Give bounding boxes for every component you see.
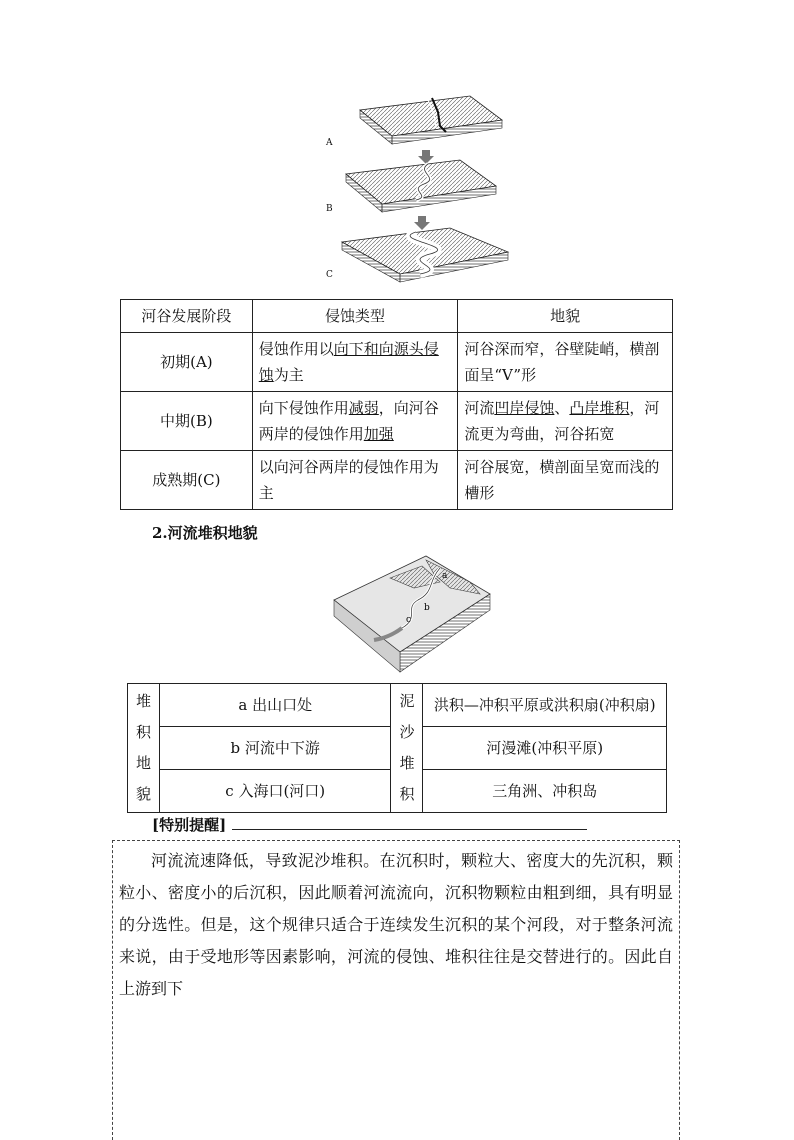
- text-segment: ，河流更为弯曲，河谷拓宽: [464, 399, 660, 443]
- landform-cell: [458, 392, 673, 451]
- block-c: [342, 228, 508, 282]
- table-row: [121, 451, 673, 510]
- block-b: [346, 160, 496, 212]
- landform-cell: [458, 451, 673, 510]
- valley-stage-table: [120, 299, 673, 510]
- tip-text: 河流流速降低，导致泥沙堆积。在沉积时，颗粒大、密度大的先沉积，颗粒小、密度小的后沉积，因此顺着河流流向，沉积物颗粒由粗到细，具有明显的分选性。但是，这个规律只适合于连续发生沉积的某个河段，对于整条河流来说，由于受地形等因素影响，河流的侵蚀、堆积往往是交替进行的。因此自上游到下: [119, 851, 673, 998]
- text-segment: 以向河谷两岸的侵蚀作用为主: [258, 458, 439, 502]
- right-vertical-label: 泥 沙 堆 积: [391, 684, 423, 813]
- table-row: [121, 392, 673, 451]
- erosion-cell: [252, 392, 458, 451]
- erosion-cell: [252, 333, 458, 392]
- text-segment: 河流: [464, 399, 495, 417]
- table-row: [128, 684, 667, 727]
- figure-label-c: C: [326, 270, 333, 280]
- table-header-cell: 河谷发展阶段: [121, 300, 253, 333]
- deposition-table: [127, 683, 667, 813]
- text-segment: 为主: [273, 366, 304, 384]
- figure2-label-a: a: [442, 571, 448, 581]
- place-cell: b 河流中下游: [159, 727, 391, 770]
- tip-box: [112, 840, 680, 1140]
- section-heading: 2.河流堆积地貌: [152, 524, 258, 542]
- left-vertical-label: 堆 积 地 貌: [128, 684, 160, 813]
- figure-label-a: A: [326, 138, 333, 148]
- text-segment: 河谷展宽，横剖面呈宽而浅的槽形: [464, 458, 660, 502]
- table-header-row: [121, 300, 673, 333]
- figure2-label-b: b: [424, 603, 430, 613]
- underlined-text: 向下和向源头侵蚀: [258, 340, 439, 384]
- result-cell: 洪积—冲积平原或洪积扇(冲积扇): [423, 684, 667, 727]
- text-segment: ，向河谷两岸的侵蚀作用: [258, 399, 439, 443]
- underlined-text: 减弱: [348, 399, 379, 417]
- stage-cell: 初期(A): [121, 333, 253, 392]
- figure2-label-c: c: [406, 615, 412, 625]
- fluvial-deposition-illustration: [330, 548, 492, 676]
- result-cell: 三角洲、冲积岛: [423, 770, 667, 813]
- valley-development-illustration: [320, 92, 510, 292]
- fluvial-deposition-figure: [330, 548, 492, 676]
- text-segment: 侵蚀作用以: [258, 340, 334, 358]
- result-cell: 河漫滩(冲积平原): [423, 727, 667, 770]
- underlined-text: 加强: [363, 425, 394, 443]
- underlined-text: 凸岸堆积: [569, 399, 630, 417]
- valley-development-figure: [320, 92, 510, 292]
- landform-cell: [458, 333, 673, 392]
- table-header-cell: 地貌: [458, 300, 673, 333]
- text-segment: 河谷深而窄，谷壁陡峭，横剖面呈“V”形: [464, 340, 660, 384]
- tip-title: [特别提醒]: [152, 816, 227, 834]
- text-segment: 向下侵蚀作用: [258, 399, 349, 417]
- figure-label-b: B: [326, 204, 333, 214]
- place-cell: a 出山口处: [159, 684, 391, 727]
- tip-divider: [232, 829, 587, 830]
- block-a: [360, 96, 502, 144]
- table-row: [121, 333, 673, 392]
- stage-cell: 中期(B): [121, 392, 253, 451]
- text-segment: 、: [554, 399, 570, 417]
- place-cell: c 入海口(河口): [159, 770, 391, 813]
- table-header-cell: 侵蚀类型: [252, 300, 458, 333]
- stage-cell: 成熟期(C): [121, 451, 253, 510]
- erosion-cell: [252, 451, 458, 510]
- underlined-text: 凹岸侵蚀: [494, 399, 555, 417]
